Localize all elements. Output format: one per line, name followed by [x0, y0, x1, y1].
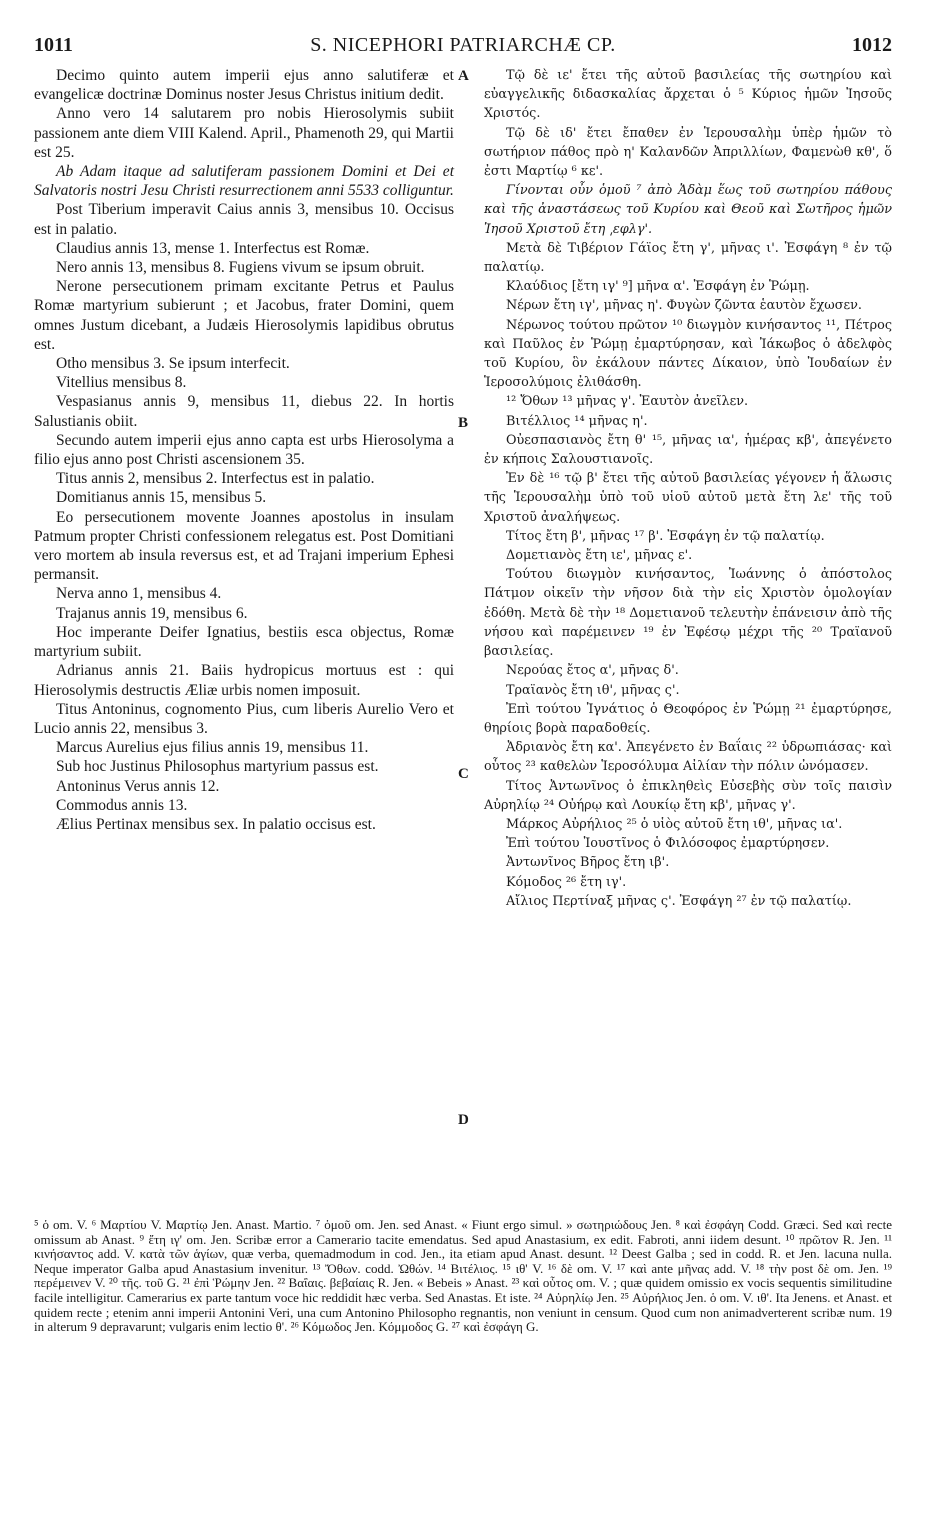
- latin-paragraph: Nerva anno 1, mensibus 4.: [56, 585, 222, 603]
- latin-paragraph: Nero annis 13, mensibus 8. Fugiens vivum se ipsum obruit.: [56, 259, 425, 277]
- page-header: [34, 34, 892, 64]
- latin-paragraph: Otho mensibus 3. Se ipsum interfecit.: [56, 355, 290, 373]
- latin-paragraph: Hoc imperante Deifer Ignatius, bestiis esca objectus, Romæ martyrium subiit.: [34, 623, 454, 661]
- latin-paragraph: Nerone persecutionem primam excitante Petrus et Paulus Romæ martyrium subierunt ; et Jacobus, frater Domini, quem omnes Justum dicebant, a Judæis Hierosolymis lapidibus obrutus est.: [34, 278, 454, 353]
- greek-paragraph: Βιτέλλιος ¹⁴ μῆνας η'.: [506, 413, 648, 429]
- greek-paragraph: Κόμοδος ²⁶ ἔτη ιγ'.: [506, 874, 627, 890]
- greek-paragraph: Τῷ δὲ ιδ' ἔτει ἔπαθεν ἐν Ἱερουσαλὴμ ὑπὲρ ἡμῶν τὸ σωτήριον πάθος πρὸ η' Καλανδῶν Ἀπριλλίων, Φαμενὼθ κθ', ὅ ἐστι Μαρτίῳ ⁶ κε'.: [484, 125, 892, 180]
- latin-column: [34, 66, 454, 834]
- greek-paragraph: Δομετιανὸς ἔτη ιε', μῆνας ε'.: [506, 548, 693, 564]
- latin-paragraph: Claudius annis 13, mense 1. Interfectus est Romæ.: [56, 239, 370, 257]
- greek-paragraph: Κλαύδιος [ἔτη ιγ' ⁹] μῆνα α'. Ἐσφάγη ἐν Ῥώμῃ.: [506, 279, 810, 295]
- greek-paragraph: Τῷ δὲ ιε' ἔτει τῆς αὐτοῦ βασιλείας τῆς σωτηρίου καὶ εὐαγγελικῆς διδασκαλίας ἄρχεται ὁ ⁵ Κύριος ἡμῶν Ἰησοῦς Χριστός.: [484, 68, 892, 122]
- greek-paragraph: Ἀδριανὸς ἔτη κα'. Ἀπεγένετο ἐν Βαΐαις ²² ὑδρωπιάσας· καὶ οὗτος ²³ καθελὼν Ἱεροσόλυμα Αἰλίαν τὴν πόλιν ὠνόμασεν.: [484, 740, 892, 775]
- latin-paragraph: Titus annis 2, mensibus 2. Interfectus est in palatio.: [56, 470, 375, 488]
- latin-paragraph: Titus Antoninus, cognomento Pius, cum liberis Aurelio Vero et Lucio annis 22, mensibus 3.: [34, 700, 454, 737]
- latin-paragraph: Sub hoc Justinus Philosophus martyrium passus est.: [56, 758, 379, 776]
- latin-paragraph: Post Tiberium imperavit Caius annis 3, mensibus 10. Occisus est in palatio.: [34, 201, 454, 238]
- latin-paragraph: Eo persecutionem movente Joannes apostolus in insulam Patmum propter Christi confessionem relegatus est. Post Domitiani vero mortem ab insula reversus est, et ad Trajani imperium Ephesi permansit.: [34, 508, 454, 584]
- latin-paragraph: Vitellius mensibus 8.: [56, 374, 187, 392]
- latin-paragraph: Anno vero 14 salutarem pro nobis Hierosolymis subiit passionem ante diem VIII Kalend. April., Phamenoth 29, qui Martii est 25.: [34, 105, 454, 161]
- margin-marker-a: A: [458, 68, 469, 84]
- latin-paragraph: Ælius Pertinax mensibus sex. In palatio occisus est.: [56, 815, 376, 833]
- greek-paragraph: Τούτου διωγμὸν κινήσαντος, Ἰωάννης ὁ ἀπόστολος Πάτμον οἰκεῖν τὴν νῆσον διὰ τὴν εἰς Χριστὸν ὁμολογίαν ἐδόθη. Μετὰ δὲ τὴν ¹⁸ Δομετιανοῦ τελευτὴν ἐπάνεισιν ἀπὸ τῆς νήσου καὶ παρέμεινεν ¹⁹ ἐν Ἐφέσῳ μέχρι τῆς ²⁰ Τραϊανοῦ βασιλείας.: [484, 567, 892, 660]
- greek-paragraph: Τίτος Ἀντωνῖνος ὁ ἐπικληθεὶς Εὐσεβὴς σὺν τοῖς παισὶν Αὐρηλίῳ ²⁴ Οὐήρῳ καὶ Λουκίῳ ἔτη κβ', μῆνας γ'.: [484, 778, 892, 813]
- latin-paragraph: Domitianus annis 15, mensibus 5.: [56, 489, 267, 507]
- page-number-right: 1012: [852, 34, 892, 56]
- greek-paragraph: Τίτος ἔτη β', μῆνας ¹⁷ β'. Ἐσφάγη ἐν τῷ παλατίῳ.: [506, 528, 825, 544]
- page-number-left: 1011: [34, 34, 73, 56]
- greek-paragraph: Ἐν δὲ ¹⁶ τῷ β' ἔτει τῆς αὐτοῦ βασιλείας γέγονεν ἡ ἅλωσις τῆς Ἱερουσαλὴμ ὑπὸ τοῦ υἱοῦ αὐτοῦ μετὰ ἔτη λε' τῆς τοῦ Χριστοῦ ἀναλήψεως.: [484, 471, 892, 525]
- greek-paragraph: ¹² Ὄθων ¹³ μῆνας γ'. Ἑαυτὸν ἀνεῖλεν.: [506, 394, 749, 410]
- greek-paragraph: Νερούας ἔτος α', μῆνας δ'.: [506, 663, 679, 679]
- greek-column: [484, 66, 892, 911]
- latin-paragraph: Decimo quinto autem imperii ejus anno salutiferæ et evangelicæ doctrinæ Dominus noster Jesus Christus initium dedit.: [34, 67, 454, 104]
- greek-paragraph: Αἴλιος Περτίναξ μῆνας ς'. Ἐσφάγη ²⁷ ἐν τῷ παλατίῳ.: [506, 893, 852, 909]
- latin-paragraph: Commodus annis 13.: [56, 796, 188, 814]
- greek-paragraph: Οὐεσπασιανὸς ἔτη θ' ¹⁵, μῆνας ια', ἡμέρας κβ', ἀπεγένετο ἐν κήποις Σαλουστιανοῖς.: [484, 432, 892, 468]
- latin-paragraph: Marcus Aurelius ejus filius annis 19, mensibus 11.: [56, 739, 369, 757]
- latin-paragraph: Ab Adam itaque ad salutiferam passionem Domini et Dei et Salvatoris nostri Jesu Christi resurrectionem anni 5533 colliguntur.: [34, 163, 454, 200]
- greek-paragraph: Νέρωνος τούτου πρῶτον ¹⁰ διωγμὸν κινήσαντος ¹¹, Πέτρος καὶ Παῦλος ἐν Ῥώμῃ ἐμαρτύρησαν, καὶ Ἰάκωβος ὁ ἀδελφὸς τοῦ Κυρίου, ὃν ἐκάλουν πάντες Δίκαιον, ὑπὸ Ἰουδαίων ἐν Ἱεροσολύμοις ἐλιθάσθη.: [484, 317, 892, 391]
- greek-paragraph: Ἀντωνῖνος Βῆρος ἔτη ιβ'.: [506, 855, 670, 871]
- latin-paragraph: Trajanus annis 19, mensibus 6.: [56, 604, 248, 622]
- greek-paragraph: Μάρκος Αὐρήλιος ²⁵ ὁ υἱὸς αὐτοῦ ἔτη ιθ', μῆνας ια'.: [506, 816, 843, 832]
- latin-paragraph: Secundo autem imperii ejus anno capta est urbs Hierosolyma a filio ejus anno post Christi ascensionem 35.: [34, 431, 454, 469]
- greek-paragraph: Ἐπὶ τούτου Ἰουστῖνος ὁ Φιλόσοφος ἐμαρτύρησεν.: [506, 836, 830, 852]
- margin-marker-b: B: [458, 415, 469, 431]
- latin-paragraph: Antoninus Verus annis 12.: [56, 777, 220, 795]
- margin-marker-d: D: [458, 1112, 469, 1128]
- greek-paragraph: Γίνονται οὖν ὁμοῦ ⁷ ἀπὸ Ἀδὰμ ἕως τοῦ σωτηρίου πάθους καὶ τῆς ἀναστάσεως τοῦ Κυρίου καὶ Θεοῦ καὶ Σωτῆρος ἡμῶν Ἰησοῦ Χριστοῦ ἔτη ͵εφλγ'.: [484, 183, 892, 237]
- latin-paragraph: Adrianus annis 21. Baiis hydropicus mortuus est : qui Hierosolymis destructis Æliæ urbis nomen imposuit.: [34, 662, 454, 699]
- greek-paragraph: Ἐπὶ τούτου Ἰγνάτιος ὁ Θεοφόρος ἐν Ῥώμῃ ²¹ ἐμαρτύρησε, θηρίοις βορὰ παραδοθείς.: [484, 701, 892, 736]
- footnotes: ⁵ ὁ om. V. ⁶ Μαρτίου V. Μαρτίῳ Jen. Anast. Martio. ⁷ ὁμοῦ om. Jen. sed Anast. « Fiunt ergo simul. » σωτηριώδους Jen. ⁸ καὶ ἐσφάγη Codd. Græci. Sed καὶ recte omissum ab Anast. ⁹ ἔτη ιγ' om. Jen. Scribæ error a Camerario tacite emendatus. Sed apud Anastasium, ex edit. Fabroti, anni iidem desunt. ¹⁰ πρῶτον R. Jen. ¹¹ κινήσαντος add. V. κατὰ τῶν ἁγίων, quæ verba, quemadmodum in cod. Jen., ita etiam apud Anast. desunt. ¹² Deest Galba ; sed in codd. R. et Jen. lacuna nulla. Neque imperator Galba apud Anastasium invenitur. ¹³ Ὄθων. codd. Ὠθών. ¹⁴ Βιτέλιος. ¹⁵ ιθ' V. ¹⁶ δὲ om. V. ¹⁷ καὶ ante μῆνας add. V. ¹⁸ τὴν post δὲ om. Jen. ¹⁹ περέμεινεν V. ²⁰ τῆς. τοῦ G. ²¹ ἐπὶ Ῥώμην Jen. ²² Βαΐαις. βεβαίαις R. Jen. « Bebeis » Anast. ²³ καὶ οὗτος om. V. ; quæ quidem omissio ex vocis sequentis similitudine facile intelligitur. Camerarius ex parte tantum voce hic reddidit hæc verba. Sed Anastas. Et iste. ²⁴ Αὐρηλίῳ Jen. ²⁵ Αὐρήλιος Jen. ὁ om. V. ιθ'. Ita Jenens. et Anast. et quidem recte ; etenim anni imperii Antonini Veri, una cum Antonino Philosopho regnantis, non veniunt in censum. Quod cum non animadverterent scribæ num. 19 in alterum 9 depravarunt; vulgaris enim lectio θ'. ²⁶ Κόμωδος Jen. Κόμμοδος G. ²⁷ καὶ ἐσφάγη G.: [34, 1217, 892, 1335]
- greek-paragraph: Μετὰ δὲ Τιβέριον Γάϊος ἔτη γ', μῆνας ι'. Ἐσφάγη ⁸ ἐν τῷ παλατίῳ.: [484, 240, 892, 276]
- greek-paragraph: Τραϊανὸς ἔτη ιθ', μῆνας ς'.: [506, 682, 680, 698]
- latin-paragraph: Vespasianus annis 9, mensibus 11, diebus 22. In hortis Salustianis obiit.: [34, 393, 454, 430]
- greek-paragraph: Νέρων ἔτη ιγ', μῆνας η'. Φυγὼν ζῶντα ἑαυτὸν ἔχωσεν.: [506, 298, 862, 314]
- margin-marker-c: C: [458, 766, 469, 782]
- running-title: S. NICEPHORI PATRIARCHÆ CP.: [310, 34, 616, 56]
